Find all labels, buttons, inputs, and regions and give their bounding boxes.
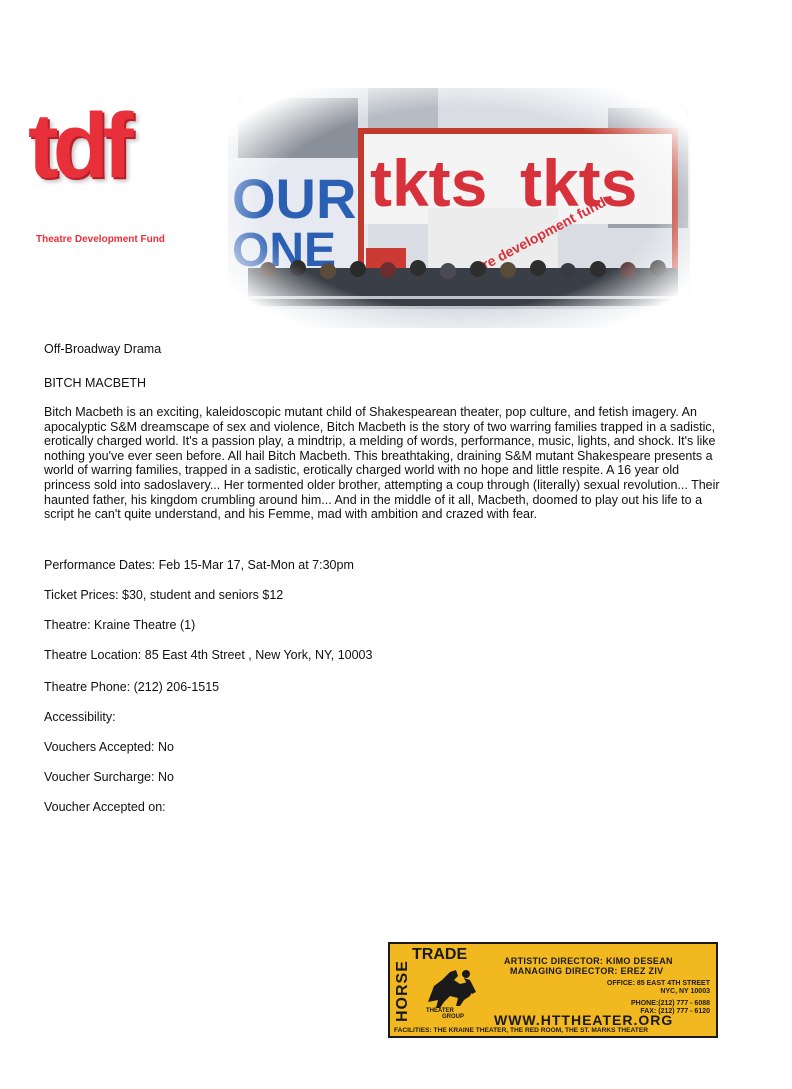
ad-theater: THEATER <box>426 1008 454 1014</box>
theatre: Theatre: Kraine Theatre (1) <box>44 618 196 632</box>
show-title: BITCH MACBETH <box>44 376 147 390</box>
org-name: Theatre Development Fund <box>36 234 165 245</box>
ad-office-line1: OFFICE: 85 EAST 4TH STREET <box>606 980 710 987</box>
ad-trade: TRADE <box>412 946 468 963</box>
ad-vertical-text: HORSE <box>394 960 411 1022</box>
theatre-phone: Theatre Phone: (212) 206-1515 <box>44 680 220 694</box>
performance-dates: Performance Dates: Feb 15-Mar 17, Sat-Mon at 7:30pm <box>44 558 354 572</box>
ad-group: GROUP <box>442 1014 465 1020</box>
ad-fax: FAX: (212) 777 - 6120 <box>640 1008 710 1015</box>
tdf-logo-block <box>28 95 178 260</box>
ad-phone: PHONE:(212) 777 - 6088 <box>631 1000 710 1007</box>
category: Off-Broadway Drama <box>44 342 162 356</box>
ad-artistic-director: ARTISTIC DIRECTOR: KIMO DESEAN <box>504 956 673 966</box>
ad-facilities: FACILITIES: THE KRAINE THEATER, THE RED ROOM, THE ST. MARKS THEATER <box>394 1027 648 1034</box>
horse-trade-ad <box>388 942 718 1038</box>
voucher-accepted-on: Voucher Accepted on: <box>44 800 166 814</box>
ad-office-line2: NYC, NY 10003 <box>660 988 710 995</box>
ticket-prices: Ticket Prices: $30, student and seniors $12 <box>44 588 284 602</box>
show-description: Bitch Macbeth is an exciting, kaleidoscopic mutant child of Shakespearean theater, pop culture, and fetish imagery. An apocalyptic S&M dreamscape of sex and violence, Bitch Macbeth is the story of two warring families trapped in a sadistic, erotically charged world. It's a passion play, a mindtrip, a melding of words, performance, music, lights, and shock. It's like nothing you've ever seen before. All hail Bitch Macbeth. This breathtaking, draining S&M mutant Shakespeare presents a world of warring families, trapped in a sadistic, erotically charged world with no hope and little respite. A 16 year old princess sold into sadoslavery... Her tormented older brother, attempting a coup through (literally) sexual revolution... Their haunted father, his kingdom crumbling around him... And in the middle of it all, Macbeth, doomed to play out his life to a script he can't quite understand, and his Femme, mad with ambition and crazed with fear. <box>44 405 720 522</box>
vouchers-accepted: Vouchers Accepted: No <box>44 740 174 754</box>
voucher-surcharge: Voucher Surcharge: No <box>44 770 174 784</box>
tdf-logo: tdf <box>28 95 128 197</box>
accessibility: Accessibility: <box>44 710 116 724</box>
horse-icon <box>420 966 482 1010</box>
tkts-booth-photo <box>228 88 690 328</box>
ad-website[interactable]: WWW.HTTHEATER.ORG <box>494 1012 674 1028</box>
ad-managing-director: MANAGING DIRECTOR: EREZ ZIV <box>510 966 664 976</box>
theatre-location: Theatre Location: 85 East 4th Street , New York, NY, 10003 <box>44 648 373 662</box>
